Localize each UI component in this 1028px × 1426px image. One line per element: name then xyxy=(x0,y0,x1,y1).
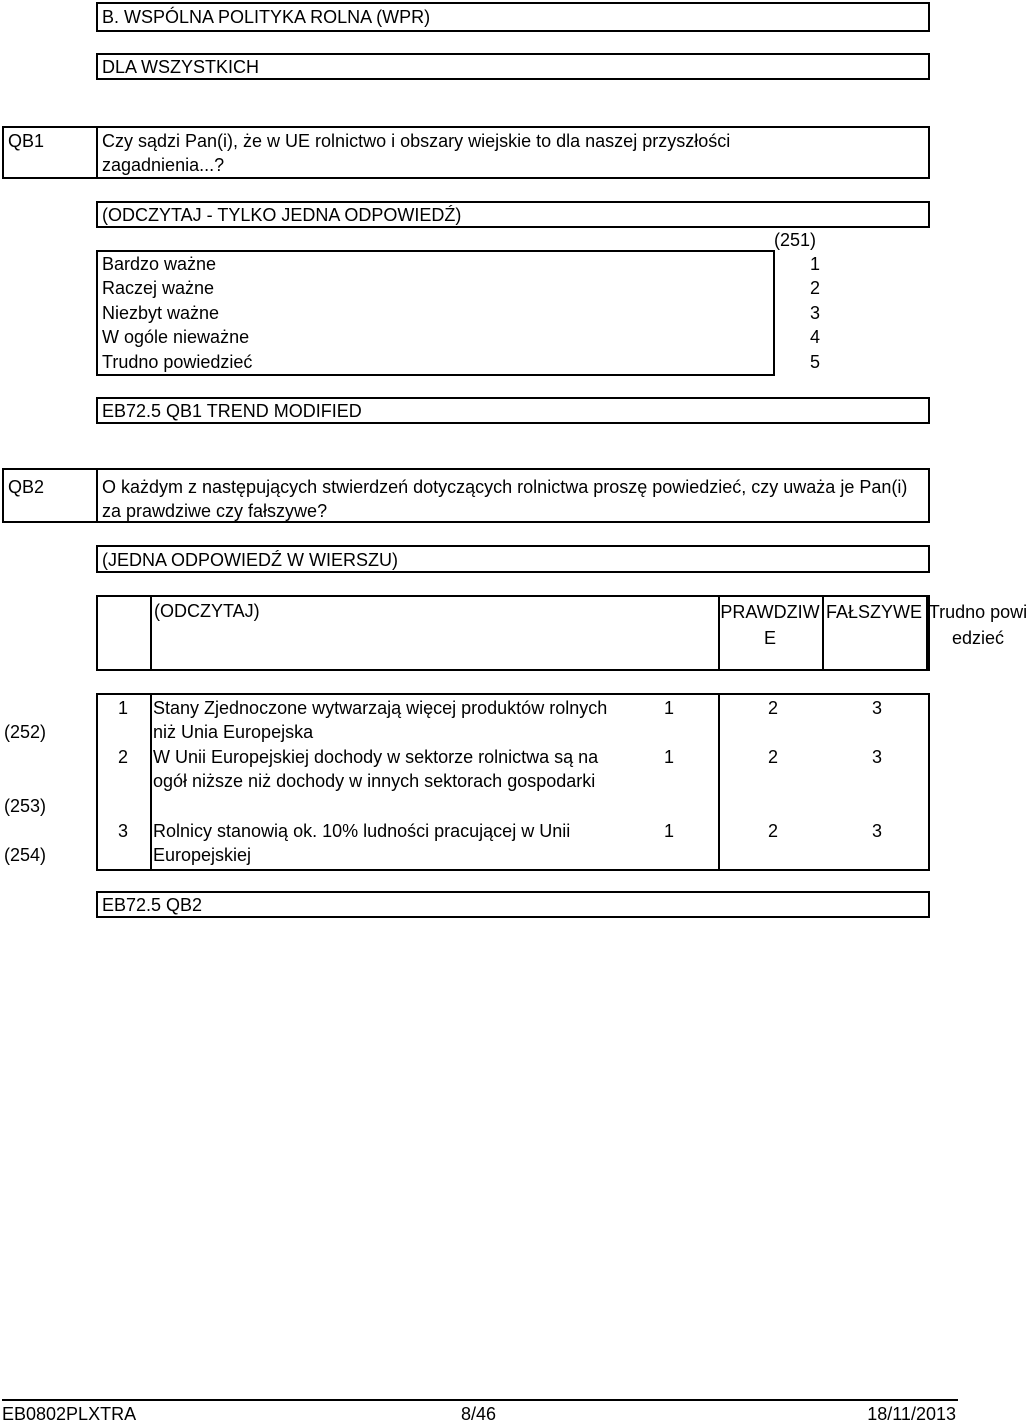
qb1-option-code: 5 xyxy=(810,352,821,372)
qb2-question-box xyxy=(2,468,930,523)
qb2-row-answer-true: 1 xyxy=(664,698,675,718)
qb1-option-label: W ogóle nieważne xyxy=(102,327,250,347)
qb2-row-answer-true: 1 xyxy=(664,821,675,841)
qb2-header-false: FAŁSZYWE xyxy=(825,602,923,622)
qb2-row-answer-dk: 3 xyxy=(872,821,883,841)
qb2-row-answer-true: 1 xyxy=(664,747,675,767)
footer-rule xyxy=(2,1399,958,1401)
qb1-instruction: (ODCZYTAJ - TYLKO JEDNA ODPOWIEDŹ) xyxy=(102,205,462,225)
divider xyxy=(718,695,720,869)
qb2-row-number: 2 xyxy=(118,747,129,767)
qb2-row-number: 1 xyxy=(118,698,129,718)
divider xyxy=(96,470,98,521)
qb2-row-answer-dk: 3 xyxy=(872,747,883,767)
qb2-row-answer-false: 2 xyxy=(768,821,779,841)
qb2-row-code: (253) xyxy=(4,796,47,816)
qb1-question: Czy sądzi Pan(i), że w UE rolnictwo i obszary wiejskie to dla naszej przyszłości zagadnienia...? xyxy=(102,131,731,175)
qb2-row-text: W Unii Europejskiej dochody w sektorze rolnictwa są na ogół niższe niż dochody w innych sektorach gospodarki xyxy=(153,747,599,791)
section-title-box xyxy=(96,2,930,32)
qb2-row-code: (254) xyxy=(4,845,47,865)
qb2-instruction-box xyxy=(96,545,930,573)
qb2-trend-box xyxy=(96,891,930,918)
qb1-option-label: Trudno powiedzieć xyxy=(102,352,253,372)
qb2-trend-note: EB72.5 QB2 xyxy=(102,895,203,915)
qb2-row-answer-false: 2 xyxy=(768,698,779,718)
qb1-option-label: Bardzo ważne xyxy=(102,254,217,274)
qb1-trend-box xyxy=(96,397,930,424)
qb2-row-number: 3 xyxy=(118,821,129,841)
qb1-option-code: 2 xyxy=(810,278,821,298)
divider xyxy=(150,597,152,669)
qb2-id: QB2 xyxy=(8,477,45,497)
qb2-row-answer-dk: 3 xyxy=(872,698,883,718)
qb2-header-dk: Trudno powiedzieć xyxy=(928,602,1028,648)
audience-box xyxy=(96,53,930,80)
qb1-trend-note: EB72.5 QB1 TREND MODIFIED xyxy=(102,401,362,421)
qb1-option-label: Raczej ważne xyxy=(102,278,215,298)
qb2-header-true: PRAWDZIWE xyxy=(720,602,820,648)
qb2-header-read: (ODCZYTAJ) xyxy=(154,601,260,621)
qb2-header-box xyxy=(96,595,1028,671)
qb2-row-text: Rolnicy stanowią ok. 10% ludności pracującej w Unii Europejskiej xyxy=(153,821,571,865)
footer-doc-id: EB0802PLXTRA xyxy=(2,1404,137,1424)
divider xyxy=(96,128,98,177)
qb1-option-code: 1 xyxy=(810,254,821,274)
qb1-id: QB1 xyxy=(8,131,45,151)
qb1-column-code: (251) xyxy=(774,230,817,250)
qb2-question: O każdym z następujących stwierdzeń dotyczących rolnictwa proszę powiedzieć, czy uważa je Pan(i) za prawdziwe czy fałszywe? xyxy=(102,477,908,521)
qb2-row-code: (252) xyxy=(4,722,47,742)
qb2-row-text: Stany Zjednoczone wytwarzają więcej produktów rolnych niż Unia Europejska xyxy=(153,698,608,742)
footer-date: 18/11/2013 xyxy=(867,1404,956,1424)
qb2-row-answer-false: 2 xyxy=(768,747,779,767)
footer-page: 8/46 xyxy=(461,1404,497,1424)
divider xyxy=(150,695,152,869)
section-title: B. WSPÓLNA POLITYKA ROLNA (WPR) xyxy=(102,7,431,27)
qb1-option-label: Niezbyt ważne xyxy=(102,303,220,323)
qb2-instruction: (JEDNA ODPOWIEDŹ W WIERSZU) xyxy=(102,550,398,570)
qb1-option-code: 3 xyxy=(810,303,821,323)
qb1-question-box xyxy=(2,126,930,179)
qb1-option-code: 4 xyxy=(810,327,821,347)
audience-label: DLA WSZYSTKICH xyxy=(102,57,260,77)
qb1-instruction-box xyxy=(96,201,930,228)
